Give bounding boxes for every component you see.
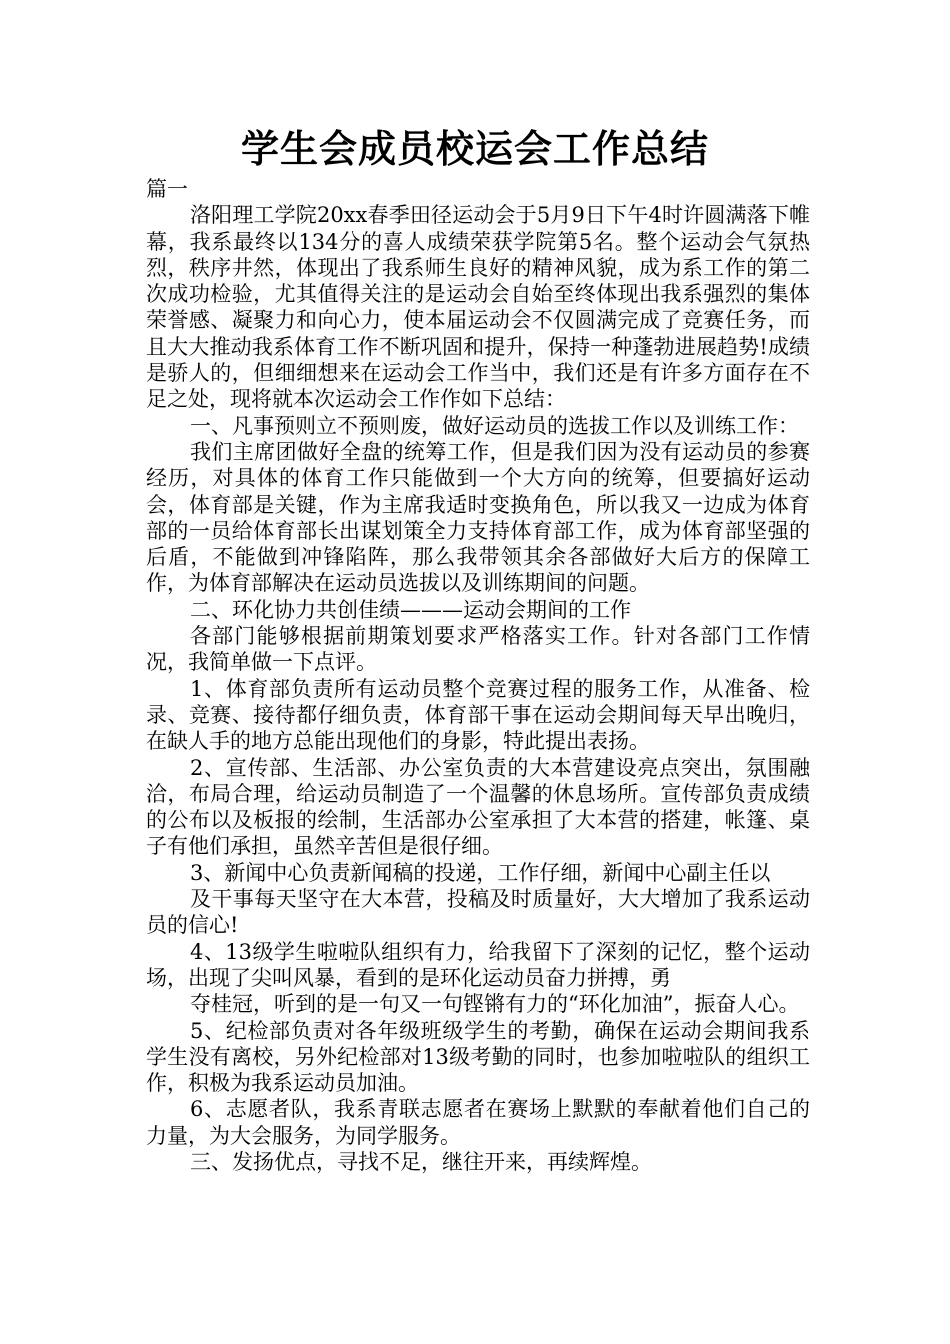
item-sports-dept: 1、体育部负责所有运动员整个竞赛过程的服务工作，从准备、检录、竞赛、接待都仔细负责，体育部干事在运动会期间每天早出晚归，在缺人手的地方总能出现他们的身影，特此提出表扬。 [146, 676, 810, 754]
item-cheer-team-cont: 夺桂冠，听到的是一句又一句铿锵有力的“环化加油”，振奋人心。 [190, 992, 800, 1017]
item-discipline-dept: 5、纪检部负责对各年级班级学生的考勤，确保在运动会期间我系学生没有离校，另外纪检部对13级考勤的同时，也参加啦啦队的组织工作，积极为我系运动员加油。 [146, 1018, 810, 1096]
paragraph-departments: 各部门能够根据前期策划要求严格落实工作。针对各部门工作情况，我简单做一下点评。 [146, 624, 810, 675]
item-volunteers: 6、志愿者队，我系青联志愿者在赛场上默默的奉献着他们自己的力量，为大会服务，为同学服务。 [146, 1097, 810, 1148]
section-label: 篇一 [146, 177, 188, 201]
heading-two: 二、环化协力共创佳绩———运动会期间的工作 [190, 597, 631, 622]
item-cheer-team: 4、13级学生啦啦队组织有力，给我留下了深刻的记忆，整个运动场，出现了尖叫风暴，看到的是环化运动员奋力拼搏，勇 [146, 939, 810, 990]
document-body [146, 176, 810, 1175]
heading-three: 三、发扬优点，寻找不足，继往开来，再续辉煌。 [190, 1149, 652, 1174]
heading-one: 一、凡事预则立不预则废，做好运动员的选拔工作以及训练工作： [190, 413, 799, 438]
paragraph-presidium: 我们主席团做好全盘的统筹工作，但是我们因为没有运动员的参赛经历，对具体的体育工作只能做到一个大方向的统筹，但要搞好运动会，体育部是关键，作为主席我适时变换角色，所以我又一边成为体育部的一员给体育部长出谋划策全力支持体育部工作，成为体育部坚强的后盾，不能做到冲锋陷阵，那么我带领其余各部做好大后方的保障工作，为体育部解决在运动员选拔以及训练期间的问题。 [146, 439, 810, 596]
item-news-center: 3、新闻中心负责新闻稿的投递，工作仔细，新闻中心副主任以 [190, 860, 771, 885]
paragraph-intro: 洛阳理工学院20xx春季田径运动会于5月9日下午4时许圆满落下帷幕，我系最终以134分的喜人成绩荣获学院第5名。整个运动会气氛热烈，秩序井然，体现出了我系师生良好的精神风貌，成为系工作的第二次成功检验，尤其值得关注的是运动会自始至终体现出我系强烈的集体荣誉感、凝聚力和向心力，使本届运动会不仅圆满完成了竞赛任务，而且大大推动我系体育工作不断巩固和提升，保持一种蓬勃进展趋势!成绩是骄人的，但细细想来在运动会工作当中，我们还是有许多方面存在不足之处，现将就本次运动会工作作如下总结： [146, 203, 810, 412]
document-title: 学生会成员校运会工作总结 [240, 127, 709, 171]
item-publicity-dept: 2、宣传部、生活部、办公室负责的大本营建设亮点突出，氛围融洽，布局合理，给运动员制造了一个温馨的休息场所。宣传部负责成绩的公布以及板报的绘制，生活部办公室承担了大本营的搭建，帐篷、桌子有他们承担，虽然辛苦但是很仔细。 [146, 755, 810, 859]
item-news-center-cont: 及干事每天坚守在大本营，投稿及时质量好，大大增加了我系运动员的信心! [146, 887, 810, 938]
